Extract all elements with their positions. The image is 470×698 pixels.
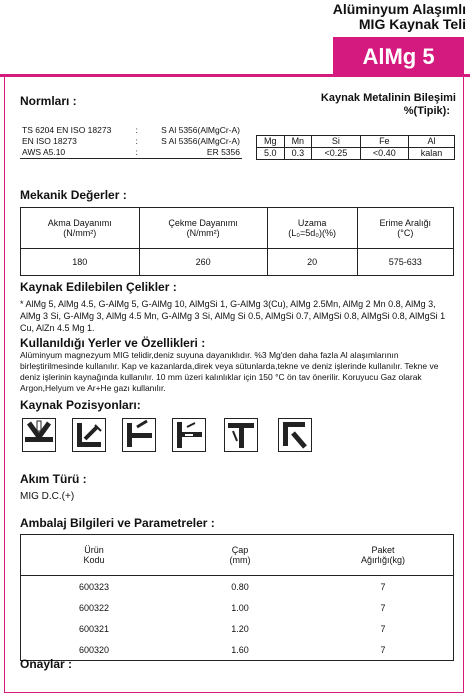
table-row (21, 618, 454, 639)
header-label: Ürün (84, 545, 104, 555)
header-label: Erime Aralığı (379, 218, 432, 228)
mechanical-title: Mekanik Değerler : (20, 188, 127, 202)
current-value: MIG D.C.(+) (20, 491, 75, 502)
suitable-text: * AlMg 5, AlMg 4.5, G-AlMg 5, G-AlMg 10, AlMgSi 1, G-AlMg 3(Cu), AlMg 2.5Mn, AlMg 2 Mn 0.8, AlMg 3, AlMg 3 Si, G-AlMg 3, AlMg 4.5 Mn, G-AlMg 3 Si, AlMg Si 0.5, AlMgSi 0.7, AlMgSi 0.8, AlMgSi 0.8, AlMgSi 1 Cu, AlZn 4.5 Mg 1. (20, 299, 446, 333)
product-code: 600320 (78, 644, 110, 655)
standards-list (20, 125, 242, 159)
composition-value: 0.3 (284, 148, 312, 160)
current-title: Akım Türü : (20, 472, 87, 486)
header-unit: Ağırlığı(kg) (360, 555, 405, 565)
composition-table (256, 135, 455, 160)
horizontal-weld-icon (122, 418, 156, 452)
header-title-line2: MIG Kaynak Teli (358, 16, 466, 32)
mechanical-header (21, 208, 140, 249)
packaging-header (313, 535, 454, 576)
header-label: Paket (371, 545, 395, 555)
packaging-header-row (21, 535, 454, 576)
composition-value: <0.40 (360, 148, 408, 160)
suitable-title: Kaynak Edilebilen Çelikler : (20, 280, 177, 294)
composition-header: Fe (360, 136, 408, 148)
header-label: Çap (231, 545, 249, 555)
positions-title: Kaynak Pozisyonları: (20, 398, 141, 412)
standard-code: TS 6204 EN ISO 18273 (22, 125, 112, 135)
packaging-header (21, 535, 168, 576)
package-weight: 7 (380, 644, 386, 655)
product-code: 600323 (78, 581, 110, 592)
mechanical-value: 260 (139, 249, 267, 276)
header-title-line1: Alüminyum Alaşımlı (332, 1, 466, 17)
composition-header: Si (312, 136, 360, 148)
usage-text: Alüminyum magnezyum MIG telidir,deniz suyuna dayanıklıdır. %3 Mg'den daha fazla Al alaşımlarının birleştirilmesinde kullanılır. Kap ve kazanlarda,direk veya sütunlarda,tekne ve deniz işlerinde kullanılır. Tekne ve deniz işlerinin kaynağında kullanılır. 10 mm üzeri kalınlıklar için 150 °C ön tav önerilir. Koruyucu Gaz olarak Argon,Helyum ve Ar+He gazı kullanılır. (20, 350, 439, 393)
overhead-weld-icon (224, 418, 258, 452)
composition-value: 5.0 (257, 148, 285, 160)
package-weight: 7 (380, 581, 386, 592)
mechanical-value: 180 (72, 257, 88, 267)
header-unit: (°C) (397, 228, 414, 238)
product-name: AlMg 5 (333, 37, 464, 77)
composition-header: Mn (284, 136, 312, 148)
flat-weld-icon (22, 418, 56, 452)
diameter: 1.00 (231, 602, 249, 613)
composition-value-row (257, 148, 455, 160)
mechanical-table (20, 207, 454, 276)
package-weight: 7 (380, 623, 386, 634)
header-unit: (N/mm²) (63, 228, 97, 238)
composition-header-row (257, 136, 455, 148)
header-label: Çekme Dayanımı (168, 218, 238, 228)
header-unit: (L₀=5d₀)(%) (288, 228, 337, 238)
composition-value: kalan (409, 148, 455, 160)
packaging-header (167, 535, 313, 576)
product-code: 600321 (78, 623, 110, 634)
packaging-title: Ambalaj Bilgileri ve Parametreler : (20, 516, 215, 530)
mechanical-header (357, 208, 453, 249)
mechanical-header-row (21, 208, 454, 249)
standard-value: S Al 5356(AlMgCr-A) (161, 136, 240, 146)
mechanical-value: 575-633 (357, 249, 453, 276)
standard-value: ER 5356 (206, 147, 240, 157)
table-row (21, 597, 454, 618)
composition-header: Mg (257, 136, 285, 148)
diameter: 1.20 (231, 623, 249, 634)
composition-header: Al (409, 136, 455, 148)
table-row (21, 639, 454, 661)
mechanical-header (139, 208, 267, 249)
standard-sep: : (135, 136, 138, 146)
composition-title: Kaynak Metalinin Bileşimi (320, 92, 456, 104)
table-row (21, 576, 454, 598)
diameter: 1.60 (231, 644, 249, 655)
horizontal-vertical-weld-icon (72, 418, 106, 452)
standard-sep: : (135, 147, 138, 157)
header-unit: (mm) (229, 555, 251, 565)
standard-code: EN ISO 18273 (22, 136, 77, 146)
product-banner (0, 37, 470, 77)
product-code: 600322 (78, 602, 110, 613)
package-weight: 7 (380, 602, 386, 613)
standard-code: AWS A5.10 (22, 147, 66, 157)
diameter: 0.80 (231, 581, 249, 592)
composition-subtitle: %(Tipik): (403, 105, 450, 117)
mechanical-value: 20 (267, 249, 357, 276)
standards-title: Normları : (20, 94, 77, 108)
standard-row (20, 147, 242, 158)
standard-row (20, 125, 242, 136)
standard-value: S Al 5356(AlMgCr-A) (161, 125, 240, 135)
standard-sep: : (135, 125, 138, 135)
mechanical-value-row (21, 249, 454, 276)
header-label: Akma Dayanımı (47, 218, 112, 228)
header-unit: Kodu (83, 555, 105, 565)
header-label: Uzama (297, 218, 327, 228)
mechanical-header (267, 208, 357, 249)
packaging-table (20, 534, 454, 661)
header-unit: (N/mm²) (186, 228, 220, 238)
corner-weld-icon (278, 418, 312, 452)
composition-value: <0.25 (312, 148, 360, 160)
usage-title: Kullanıldığı Yerler ve Özellikleri : (20, 336, 206, 350)
standard-row (20, 136, 242, 147)
approvals-title: Onaylar : (20, 657, 73, 671)
vertical-weld-icon (172, 418, 206, 452)
